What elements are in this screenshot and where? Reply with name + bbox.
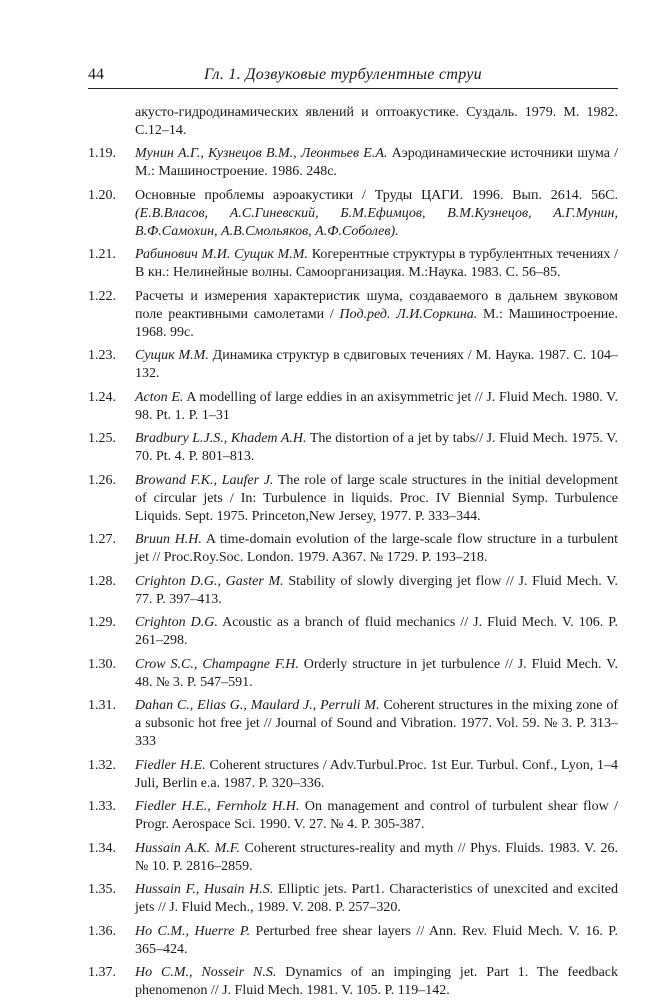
reference-title: Orderly structure in jet turbulence // J. Fluid Mech. V. 48. № 3. P. 547–591.: [135, 656, 618, 690]
reference-text: [135, 881, 618, 917]
reference-title: On management and control of turbulent shear flow / Progr. Aerospace Sci. 1990. V. 27. № 4. P. 305-387.: [135, 799, 618, 832]
reference-title: Расчеты и измерения характеристик шума, создаваемого в дальнем звуковом поле реактивными самолетами /: [135, 288, 618, 322]
reference-item: [88, 573, 618, 609]
reference-publisher: М.: Машиностроение. 1968. 99с.: [135, 306, 619, 340]
reference-number: 1.36.: [88, 923, 116, 939]
reference-text: [135, 923, 618, 959]
reference-number: 1.25.: [88, 431, 116, 446]
reference-item: [88, 288, 618, 342]
reference-number: 1.19.: [88, 146, 116, 161]
reference-authors: Сущик М.М.: [135, 348, 209, 363]
reference-item: [88, 145, 618, 181]
reference-title: Когерентные структуры в турбулентных течениях / В кн.: Нелинейные волны. Самоорганизация. М.:Наука. 1983. С. 56–85.: [135, 247, 619, 280]
reference-number: 1.33.: [88, 799, 116, 814]
reference-text: [135, 472, 618, 526]
reference-editors: (Е.В.Власов, А.С.Гиневский, Б.М.Ефимцов, В.М.Кузнецов, А.Г.Мунин, В.Ф.Самохин, А.В.Смольяков, А.Ф.Соболев).: [135, 205, 618, 239]
reference-list: [88, 104, 618, 1006]
reference-item: [88, 881, 618, 917]
reference-text: [135, 697, 618, 751]
reference-text: [135, 964, 618, 1000]
reference-number: 1.29.: [88, 615, 116, 630]
reference-item: [88, 389, 618, 425]
reference-text: [135, 531, 618, 567]
reference-number: 1.34.: [88, 840, 116, 856]
reference-title: A modelling of large eddies in an axisymmetric jet // J. Fluid Mech. 1980. V. 98. Pt. 1. P. 1–31: [135, 389, 618, 423]
reference-number: 1.23.: [88, 348, 116, 363]
reference-authors: Dahan C., Elias G., Maulard J., Perruli M.: [135, 698, 380, 713]
reference-authors: Bradbury L.J.S., Khadem A.H.: [135, 431, 307, 446]
reference-number: 1.32.: [88, 757, 116, 773]
reference-item: [88, 531, 618, 567]
reference-authors: Мунин А.Г., Кузнецов В.М., Леонтьев Е.А.: [135, 146, 388, 161]
reference-title: Coherent structures-reality and myth // Phys. Fluids. 1983. V. 26. № 10. P. 2816–2859.: [135, 840, 618, 874]
reference-number: 1.28.: [88, 573, 116, 589]
reference-authors: Fiedler H.E.: [135, 757, 206, 773]
reference-text: [135, 798, 618, 834]
reference-title: The role of large scale structures in the initial development of circular jets / In: Turbulence in liquids. Proc. IV Biennial Symp. Turbulence Liquids. Sept. 1975. Princeton,New Jersey, 1977. P. 333–344.: [135, 472, 618, 524]
reference-title: A time-domain evolution of the large-scale flow structure in a turbulent jet // Proc.Roy.Soc. London. 1979. A367. № 1729. P. 193–218.: [135, 532, 618, 565]
reference-editors: Под.ред. Л.И.Соркина.: [339, 306, 478, 322]
reference-item: [88, 347, 618, 383]
reference-text: [135, 145, 618, 181]
reference-title: Coherent structures / Adv.Turbul.Proc. 1st Eur. Turbul. Conf., Lyon, 1–4 Juli, Berlin e.a. 1987. P. 320–336.: [135, 757, 619, 791]
reference-item: [88, 964, 618, 1000]
reference-title: Основные проблемы аэроакустики / Труды ЦАГИ. 1996. Вып. 2614. 56С.: [135, 187, 618, 203]
reference-title: Perturbed free shear layers // Ann. Rev. Fluid Mech. V. 16. P. 365–424.: [135, 923, 619, 957]
reference-title: The distortion of a jet by tabs// J. Fluid Mech. 1975. V. 70. Pt. 4. P. 801–813.: [135, 431, 619, 464]
reference-item: [88, 923, 618, 959]
reference-number: 1.30.: [88, 656, 116, 672]
reference-authors: Crighton D.G.: [135, 615, 218, 630]
reference-authors: Рабинович М.И. Сущик М.М.: [135, 247, 308, 262]
reference-item: [88, 697, 618, 751]
reference-text: [135, 288, 618, 342]
reference-text: [135, 347, 618, 383]
reference-text: [135, 187, 618, 241]
reference-authors: Crighton D.G., Gaster M.: [135, 573, 284, 589]
reference-authors: Acton E.: [135, 389, 184, 405]
reference-authors: Ho C.M., Nosseir N.S.: [135, 965, 277, 980]
reference-item: [88, 798, 618, 834]
reference-number: 1.26.: [88, 472, 116, 488]
reference-title: Dynamics of an impinging jet. Part 1. The feedback phenomenon // J. Fluid Mech. 1981. V. 105. P. 119–142.: [135, 965, 618, 998]
reference-text: [135, 840, 618, 876]
reference-title: Stability of slowly diverging jet flow // J. Fluid Mech. V. 77. P. 397–413.: [135, 573, 619, 607]
page-number: 44: [88, 66, 104, 83]
reference-authors: Bruun H.H.: [135, 532, 202, 547]
reference-authors: Fiedler H.E., Fernholz H.H.: [135, 799, 300, 814]
reference-authors: Hussain F., Husain H.S.: [135, 882, 274, 897]
reference-item: [88, 430, 618, 466]
reference-item: [88, 614, 618, 650]
reference-text: [135, 614, 618, 650]
reference-continuation: акусто-гидродинамических явлений и оптоакустике. Суздаль. 1979. М. 1982. С.12–14.: [135, 105, 618, 138]
reference-item: [88, 472, 618, 526]
reference-title: Динамика структур в сдвиговых течениях / М. Наука. 1987. С. 104–132.: [135, 348, 618, 381]
reference-title: Acoustic as a branch of fluid mechanics // J. Fluid Mech. V. 106. P. 261–298.: [135, 615, 618, 648]
page-header: [88, 66, 618, 89]
reference-title: Coherent structures in the mixing zone of a subsonic hot free jet // Journal of Sound and Vibration. 1977. Vol. 59. № 3. P. 313–333: [135, 698, 619, 749]
reference-authors: Hussain A.K. M.F.: [135, 840, 240, 856]
running-title: Гл. 1. Дозвуковые турбулентные струи: [204, 66, 482, 83]
reference-item: [88, 187, 618, 241]
reference-text: [135, 757, 618, 793]
reference-item: [88, 757, 618, 793]
reference-number: 1.22.: [88, 288, 116, 304]
reference-number: 1.21.: [88, 247, 116, 262]
reference-title: Elliptic jets. Part1. Characteristics of unexcited and excited jets // J. Fluid Mech., 1989. V. 208. P. 257–320.: [135, 882, 618, 915]
reference-number: 1.24.: [88, 389, 116, 405]
reference-item: [88, 246, 618, 282]
reference-text: [135, 573, 618, 609]
reference-number: 1.31.: [88, 698, 116, 713]
reference-number: 1.27.: [88, 532, 116, 547]
reference-item: [88, 840, 618, 876]
reference-items: [88, 145, 618, 1000]
reference-number: 1.37.: [88, 965, 116, 980]
reference-authors: Browand F.K., Laufer J.: [135, 472, 274, 488]
reference-item: [88, 656, 618, 692]
reference-title: Аэродинамические источники шума / М.: Машиностроение. 1986. 248с.: [135, 146, 619, 179]
reference-authors: Crow S.C., Champagne F.H.: [135, 656, 299, 672]
reference-text: [135, 246, 618, 282]
reference-text: [135, 656, 618, 692]
reference-text: [135, 430, 618, 466]
reference-number: 1.20.: [88, 187, 116, 203]
reference-authors: Ho C.M., Huerre P.: [135, 923, 251, 939]
reference-text: [135, 389, 618, 425]
reference-number: 1.35.: [88, 882, 116, 897]
